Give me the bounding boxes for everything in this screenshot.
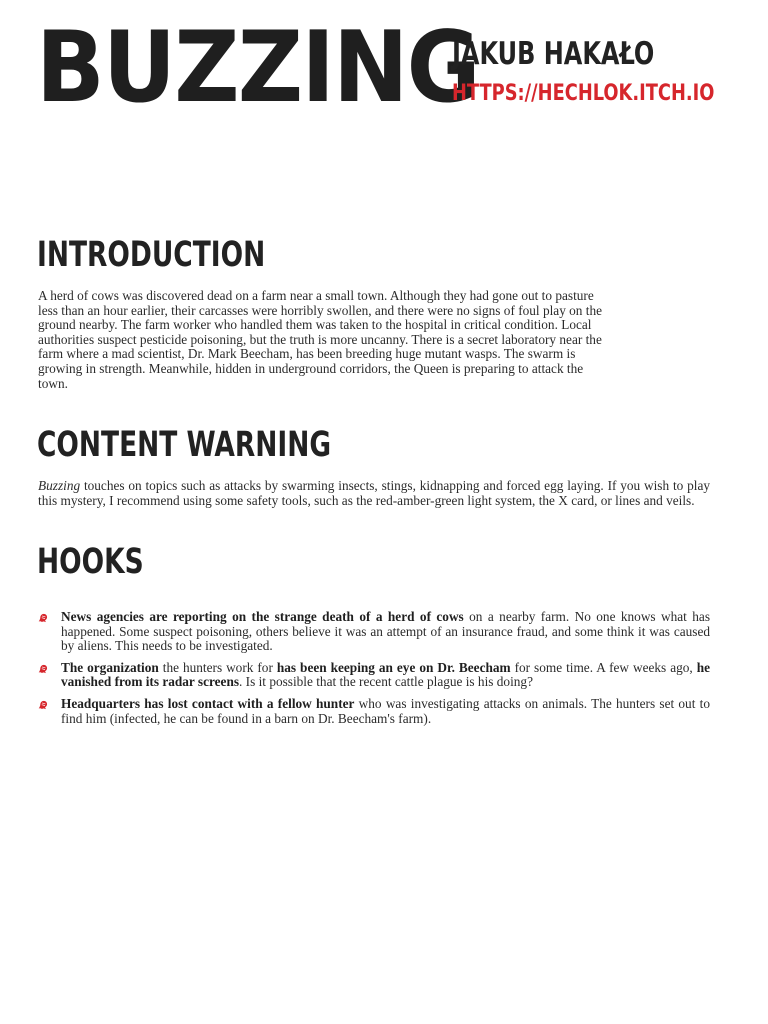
introduction-heading: INTRODUCTION [37,235,266,275]
hook-3-text: who was investigating attacks on animals. The hunters set out to find him (infected, he can be found in a barn on Dr. Beecham's farm). [61,695,710,726]
hook-1-text: on a nearby farm. No one knows what has happened. Some suspect poisoning, others believe it was an attempt of an insurance fraud, and some think it was caused by aliens. This needs to be investigated. [61,609,711,654]
hook-3-lead: Headquarters has lost contact with a fellow hunter [61,695,355,711]
hook-item [38,697,710,726]
author-link[interactable]: HTTPS://HECHLOK.ITCH.IO [452,81,715,106]
introduction-text: A herd of cows was discovered dead on a farm near a small town. Although they had gone out to pasture less than an hour earlier, their carcasses were horribly swollen, and there were no signs of foul play on the ground nearby. The farm worker who handled them was taken to the hospital in critical condition. Local authorities suspect pesticide poisoning, but the truth is more uncanny. There is a secret laboratory near the farm where a mad scientist, Dr. Mark Beecham, has been breeding huge mutant wasps. The swarm is growing in strength. Meanwhile, hidden in underground corridors, the Queen is preparing to attack the town. [38,288,603,391]
hook-item [38,610,710,654]
author-name: JAKUB HAKAŁO [452,36,655,72]
wasp-bullet-icon [38,663,49,674]
content-warning-body: touches on topics such as attacks by swarming insects, stings, kidnapping and forced egg laying. If you wish to play this mystery, I recommend using some safety tools, such as the red-amber-green light system, the X card, or lines and veils. [38,478,710,508]
hooks-heading: HOOKS [37,542,144,582]
hooks-list [38,610,710,733]
hook-2-text-3: . Is it possible that the recent cattle plague is his doing? [239,674,533,690]
wasp-bullet-icon [38,699,49,710]
hook-1-lead: News agencies are reporting on the strange death of a herd of cows [61,609,464,624]
game-title-reference: Buzzing [38,478,81,493]
hook-2-lead: The organization [61,659,159,675]
hook-2-text-2: for some time. A few weeks ago, [510,659,697,675]
hook-2-text: the hunters work for [158,659,277,675]
page-title: BUZZING [36,11,479,125]
hook-2-emphasis-2: he vanished from its radar screens [61,659,710,690]
hook-2-emphasis: has been keeping an eye on Dr. Beecham [276,659,511,675]
content-warning-heading: CONTENT WARNING [37,425,332,465]
wasp-bullet-icon [38,612,49,623]
content-warning-text [38,479,710,508]
hook-item [38,661,710,690]
